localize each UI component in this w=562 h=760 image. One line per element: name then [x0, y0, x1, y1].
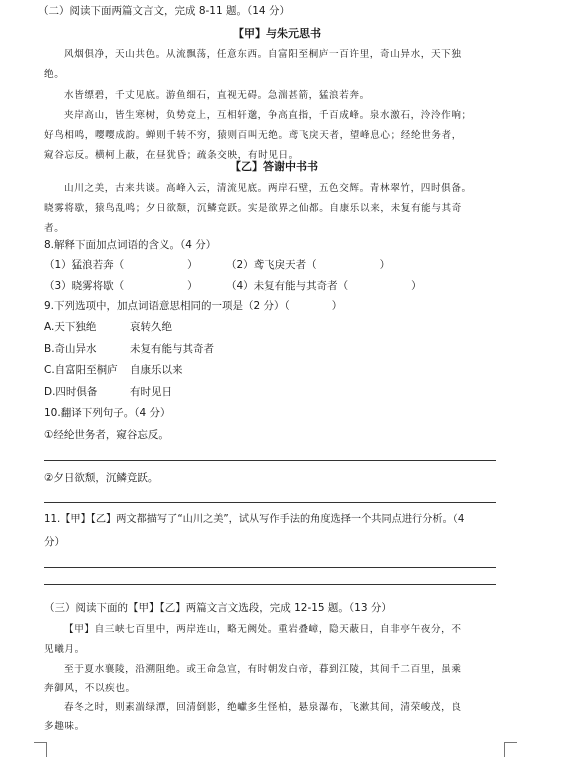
- question-9-option-d-pair: 有时见日: [130, 386, 172, 398]
- section2-intro: （二）阅读下面两篇文言文，完成 8-11 题。（14 分）: [38, 5, 290, 17]
- section3-line: 春冬之时，则素湍绿潭，回清倒影，绝巘多生怪柏，悬泉瀑布，飞漱其间，清荣峻茂，良: [64, 702, 462, 713]
- question-11-stem-cont: 分）: [44, 536, 65, 548]
- passage-b-line: 晓雾将歇，猿鸟乱鸣；夕日欲颓，沉鳞竞跃。实是欲界之仙都。自康乐以来，未复有能与其奇: [44, 203, 462, 214]
- section3-line: 【甲】自三峡七百里中，两岸连山，略无阙处。重岩叠嶂，隐天蔽日，自非亭午夜分，不: [64, 624, 462, 635]
- section3-intro: （三）阅读下面的【甲】【乙】两篇文言文选段，完成 12-15 题。（13 分）: [44, 602, 392, 614]
- passage-a-line: 窥谷忘反。横柯上蔽，在昼犹昏；疏条交映，有时见日。: [44, 150, 299, 161]
- passage-b-line: 者。: [44, 223, 65, 234]
- question-8-item-1: （1）猛浪若奔（ ）: [44, 259, 198, 271]
- passage-b-line: 山川之美，古来共谈。高峰入云，清流见底。两岸石壁，五色交辉。青林翠竹，四时俱备。: [64, 183, 472, 194]
- passage-b-title: 【乙】答谢中书书: [230, 160, 318, 173]
- question-11-stem: 11.【甲】【乙】两文都描写了“山川之美”，试从写作手法的角度选择一个共同点进行分析。（4: [44, 514, 465, 525]
- question-9-option-a-pair: 哀转久绝: [130, 321, 172, 333]
- question-10-item-1: ①经纶世务者，窥谷忘反。: [44, 429, 169, 441]
- answer-line: [44, 567, 496, 568]
- question-9-option-a: A.天下独绝: [44, 321, 97, 333]
- question-9-option-c-pair: 自康乐以来: [130, 364, 183, 376]
- crop-mark-bottom-left: [34, 742, 47, 757]
- passage-a-line: 风烟俱净，天山共色。从流飘荡，任意东西。自富阳至桐庐一百许里，奇山异水，天下独: [64, 49, 462, 60]
- section3-line: 见曦月。: [44, 644, 85, 655]
- question-9-option-d: D.四时俱备: [44, 386, 98, 398]
- question-10-stem: 10.翻译下列句子。（4 分）: [44, 407, 171, 419]
- question-8-item-4: （4）未复有能与其奇者（ ）: [226, 280, 422, 292]
- question-9-stem: 9.下列选项中，加点词语意思相同的一项是（2 分）（ ）: [44, 300, 343, 312]
- answer-line: [44, 502, 496, 503]
- answer-line: [44, 584, 496, 585]
- section3-line: 至于夏水襄陵，沿溯阻绝。或王命急宣，有时朝发白帝，暮到江陵，其间千二百里，虽乘: [64, 664, 462, 675]
- passage-a-line: 水皆缥碧，千丈见底。游鱼细石，直视无碍。急湍甚箭，猛浪若奔。: [64, 90, 370, 101]
- passage-a-line: 夹岸高山，皆生寒树，负势竞上，互相轩邈，争高直指，千百成峰。泉水激石，泠泠作响；: [64, 110, 472, 121]
- passage-a-line: 好鸟相鸣，嘤嘤成韵。蝉则千转不穷，猿则百叫无绝。鸢飞戾天者，望峰息心；经纶世务者，: [44, 130, 462, 141]
- question-8-item-2: （2）鸢飞戾天者（ ）: [226, 259, 391, 271]
- question-8-stem: 8.解释下面加点词语的含义。（4 分）: [44, 239, 217, 251]
- question-8-item-3: （3）晓雾将歇（ ）: [44, 280, 198, 292]
- section3-line: 奔御风，不以疾也。: [44, 683, 136, 694]
- question-9-option-b-pair: 未复有能与其奇者: [130, 343, 214, 355]
- passage-a-title: 【甲】与朱元思书: [233, 27, 321, 40]
- passage-a-line: 绝。: [44, 69, 65, 80]
- question-9-option-b: B.奇山异水: [44, 343, 97, 355]
- answer-line: [44, 460, 496, 461]
- question-10-item-2: ②夕日欲颓，沉鳞竞跃。: [44, 472, 159, 484]
- crop-mark-bottom-right: [504, 742, 517, 757]
- question-9-option-c: C.自富阳至桐庐: [44, 364, 118, 376]
- section3-line: 多趣味。: [44, 721, 85, 732]
